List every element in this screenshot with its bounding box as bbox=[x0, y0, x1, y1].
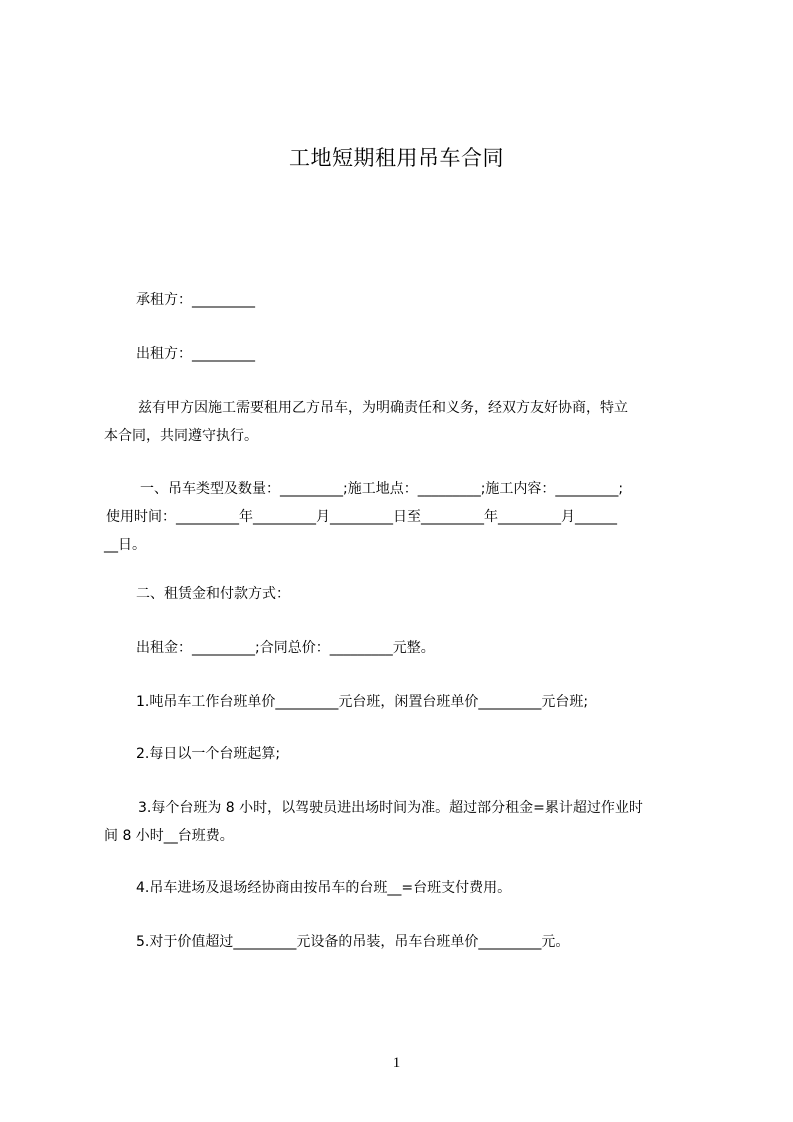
section-2-heading: 二、租赁金和付款方式： bbox=[136, 586, 290, 602]
preamble-line-1: 兹有甲方因施工需要租用乙方吊车，为明确责任和义务，经双方友好协商，特立 bbox=[138, 400, 628, 416]
contract-title: 工地短期租用吊车合同 bbox=[289, 146, 504, 170]
clause-item-5: 5.对于价值超过_________元设备的吊装，吊车台班单价_________元。 bbox=[136, 934, 570, 950]
clause-item-4: 4.吊车进场及退场经协商由按吊车的台班__=台班支付费用。 bbox=[136, 880, 512, 896]
clause-item-2: 2.每日以一个台班起算; bbox=[136, 746, 281, 762]
clause-item-1: 1.吨吊车工作台班单价_________元台班，闲置台班单价_________元台班; bbox=[136, 694, 589, 710]
page-number: 1 bbox=[392, 1055, 401, 1071]
lessee-line: 承租方：_________ bbox=[136, 292, 255, 308]
section-1-line-3: __日。 bbox=[104, 537, 146, 553]
preamble-line-2: 本合同，共同遵守执行。 bbox=[104, 428, 258, 444]
section-1-line-2: 使用时间：_________年_________月_________日至_________年_________月______ bbox=[106, 509, 617, 525]
section-1-line-1: 一、吊车类型及数量：_________;施工地点：_________;施工内容：_________; bbox=[140, 481, 624, 497]
clause-item-3-line-1: 3.每个台班为 8 小时，以驾驶员进出场时间为准。超过部分租金=累计超过作业时 bbox=[138, 800, 643, 816]
lessor-line: 出租方：_________ bbox=[136, 346, 255, 362]
rent-line: 出租金：_________;合同总价：_________元整。 bbox=[136, 640, 435, 656]
clause-item-3-line-2: 间 8 小时__台班费。 bbox=[104, 828, 234, 844]
